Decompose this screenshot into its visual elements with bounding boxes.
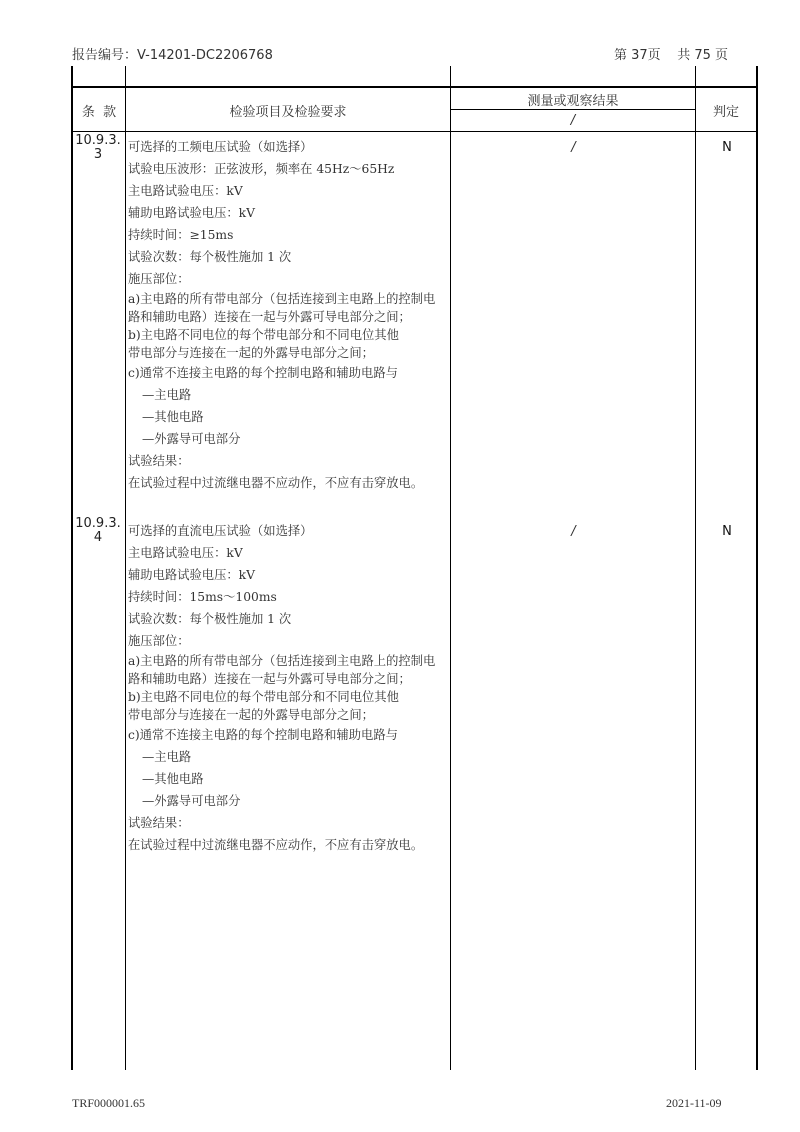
verdict: N: [722, 524, 732, 539]
verdict: N: [722, 140, 732, 155]
clause-number-line1: 10.9.3.: [75, 516, 121, 531]
requirement-line: c)通常不连接主电路的每个控制电路和辅助电路与: [128, 728, 398, 742]
form-date: 2021-11-09: [666, 1096, 722, 1110]
report-number: 报告编号：V-14201-DC2206768: [72, 48, 273, 63]
requirement-line: —其他电路: [142, 772, 204, 786]
requirement-block: [128, 136, 448, 494]
requirement-line: 试验次数：每个极性施加 1 次: [128, 612, 292, 626]
requirement-line: —主电路: [142, 388, 192, 402]
requirement-line: b)主电路不同电位的每个带电部分和不同电位其他: [128, 690, 399, 704]
requirement-line: 持续时间：≥15ms: [128, 228, 234, 242]
requirement-line: 辅助电路试验电压：kV: [128, 206, 256, 220]
col-divider-clause: [125, 66, 126, 1070]
requirement-line: —外露导可电部分: [142, 794, 241, 808]
measurement-result: /: [571, 524, 576, 539]
col-header-result-sub: /: [570, 113, 576, 128]
table-header-bottom-border: [71, 131, 758, 132]
requirement-line: 带电部分与连接在一起的外露导电部分之间；: [128, 708, 374, 722]
requirement-line: c)通常不连接主电路的每个控制电路和辅助电路与: [128, 366, 398, 380]
requirement-line: 路和辅助电路）连接在一起与外露可导电部分之间；: [128, 672, 411, 686]
requirement-line: 辅助电路试验电压：kV: [128, 568, 256, 582]
requirement-title: 可选择的直流电压试验（如选择）: [128, 524, 313, 538]
page-info: 第 37页 共 75 页: [614, 48, 729, 63]
clause-number-line2: 4: [93, 530, 103, 545]
col-header-verdict: 判定: [712, 105, 739, 120]
requirement-line: 在试验过程中过流继电器不应动作，不应有击穿放电。: [128, 476, 424, 490]
clause-number: [72, 517, 124, 545]
table-border-left: [71, 66, 73, 1070]
table-border-right: [756, 66, 758, 1070]
form-number: TRF000001.65: [72, 1096, 146, 1110]
requirement-line: —主电路: [142, 750, 192, 764]
requirement-line: a)主电路的所有带电部分（包括连接到主电路上的控制电: [128, 292, 436, 306]
requirement-line: 带电部分与连接在一起的外露导电部分之间；: [128, 346, 374, 360]
requirement-title: 可选择的工频电压试验（如选择）: [128, 140, 313, 154]
col-header-clause: 条 款: [81, 105, 117, 120]
requirement-line: a)主电路的所有带电部分（包括连接到主电路上的控制电: [128, 654, 436, 668]
requirement-line: 主电路试验电压：kV: [128, 184, 243, 198]
col-header-result: 测量或观察结果: [527, 94, 619, 109]
requirement-line: 试验次数：每个极性施加 1 次: [128, 250, 292, 264]
requirement-line: 试验结果：: [128, 454, 190, 468]
requirement-block: [128, 520, 448, 856]
col-header-item: 检验项目及检验要求: [229, 105, 347, 120]
clause-number-line2: 3: [93, 147, 103, 162]
requirement-line: 路和辅助电路）连接在一起与外露可导电部分之间；: [128, 310, 411, 324]
col-divider-result: [695, 66, 696, 1070]
requirement-line: —其他电路: [142, 410, 204, 424]
clause-number: [72, 134, 124, 162]
col-divider-item: [450, 66, 451, 1070]
requirement-line: 试验结果：: [128, 816, 190, 830]
requirement-line: 在试验过程中过流继电器不应动作，不应有击穿放电。: [128, 838, 424, 852]
table-header-top-border: [71, 86, 758, 88]
requirement-line: 持续时间：15ms～100ms: [128, 590, 277, 604]
requirement-line: 施压部位：: [128, 272, 190, 286]
requirement-line: 试验电压波形：正弦波形，频率在 45Hz～65Hz: [128, 162, 395, 176]
requirement-line: 施压部位：: [128, 634, 190, 648]
requirement-line: b)主电路不同电位的每个带电部分和不同电位其他: [128, 328, 399, 342]
clause-number-line1: 10.9.3.: [75, 133, 121, 148]
requirement-line: —外露导可电部分: [142, 432, 241, 446]
result-subheader-divider: [450, 109, 696, 110]
measurement-result: /: [571, 140, 576, 155]
requirement-line: 主电路试验电压：kV: [128, 546, 243, 560]
